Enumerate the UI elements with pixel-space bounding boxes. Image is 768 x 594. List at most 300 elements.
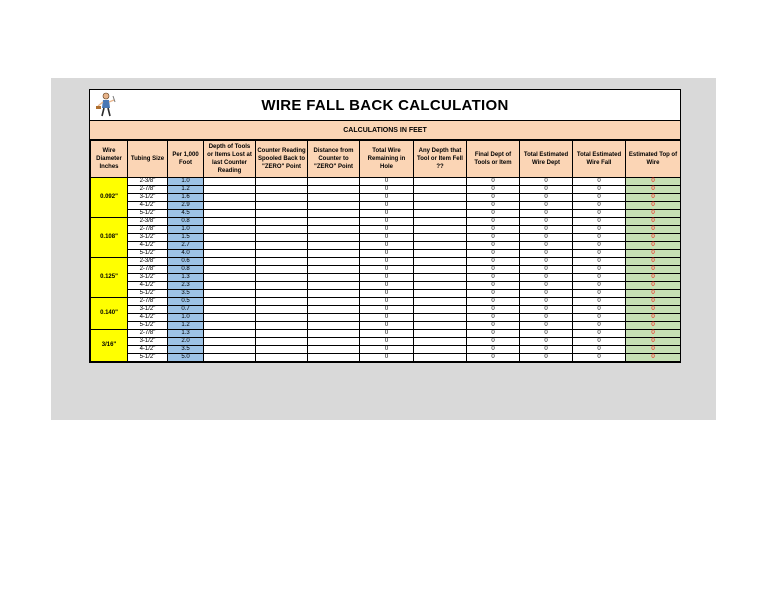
table-row (91, 330, 681, 338)
estimated-wire-depth-cell: 0 (520, 330, 573, 338)
header-row (91, 141, 681, 178)
tubing-size-cell[interactable]: 2-7/8" (128, 226, 168, 234)
depth-fell-input[interactable] (414, 346, 467, 354)
wire-remaining-cell: 0 (360, 274, 414, 282)
distance-to-zero-input[interactable] (308, 242, 360, 250)
table-row (91, 242, 681, 250)
table-row (91, 250, 681, 258)
final-depth-cell: 0 (467, 258, 520, 266)
estimated-top-cell: 0 (626, 266, 681, 274)
estimated-wire-fall-cell: 0 (573, 266, 626, 274)
final-depth-cell: 0 (467, 210, 520, 218)
final-depth-cell: 0 (467, 194, 520, 202)
depth-fell-input[interactable] (414, 202, 467, 210)
final-depth-cell: 0 (467, 338, 520, 346)
table-row (91, 218, 681, 226)
wire-remaining-cell: 0 (360, 226, 414, 234)
estimated-wire-fall-cell: 0 (573, 290, 626, 298)
per-1000-foot-cell[interactable]: 0.7 (168, 306, 204, 314)
wire-remaining-cell: 0 (360, 314, 414, 322)
final-depth-cell: 0 (467, 250, 520, 258)
estimated-wire-fall-cell: 0 (573, 234, 626, 242)
calculation-table (90, 140, 681, 362)
wire-remaining-cell: 0 (360, 322, 414, 330)
depth-fell-input[interactable] (414, 178, 467, 186)
wire-remaining-cell: 0 (360, 354, 414, 362)
depth-lost-input[interactable] (204, 346, 256, 354)
distance-to-zero-input[interactable] (308, 186, 360, 194)
counter-reading-input[interactable] (256, 282, 308, 290)
estimated-top-cell: 0 (626, 282, 681, 290)
per-1000-foot-cell[interactable]: 2.0 (168, 338, 204, 346)
wire-remaining-cell: 0 (360, 210, 414, 218)
counter-reading-input[interactable] (256, 234, 308, 242)
estimated-wire-fall-cell: 0 (573, 178, 626, 186)
estimated-wire-fall-cell: 0 (573, 354, 626, 362)
estimated-wire-fall-cell: 0 (573, 210, 626, 218)
estimated-wire-depth-cell: 0 (520, 210, 573, 218)
depth-lost-input[interactable] (204, 234, 256, 242)
depth-fell-input[interactable] (414, 338, 467, 346)
header-cell: Total Wire Remaining in Hole (360, 141, 414, 178)
distance-to-zero-input[interactable] (308, 306, 360, 314)
page-title: WIRE FALL BACK CALCULATION (261, 96, 509, 114)
estimated-wire-fall-cell: 0 (573, 194, 626, 202)
tubing-size-cell[interactable]: 5-1/2" (128, 290, 168, 298)
counter-reading-input[interactable] (256, 330, 308, 338)
per-1000-foot-cell[interactable]: 4.0 (168, 250, 204, 258)
estimated-wire-fall-cell: 0 (573, 306, 626, 314)
counter-reading-input[interactable] (256, 258, 308, 266)
table-row (91, 314, 681, 322)
wire-remaining-cell: 0 (360, 218, 414, 226)
estimated-wire-depth-cell: 0 (520, 338, 573, 346)
per-1000-foot-cell[interactable]: 1.6 (168, 194, 204, 202)
tubing-size-cell[interactable]: 2-7/8" (128, 330, 168, 338)
counter-reading-input[interactable] (256, 202, 308, 210)
final-depth-cell: 0 (467, 242, 520, 250)
estimated-wire-depth-cell: 0 (520, 202, 573, 210)
depth-lost-input[interactable] (204, 330, 256, 338)
final-depth-cell: 0 (467, 346, 520, 354)
estimated-wire-fall-cell: 0 (573, 346, 626, 354)
counter-reading-input[interactable] (256, 226, 308, 234)
estimated-wire-depth-cell: 0 (520, 314, 573, 322)
estimated-wire-depth-cell: 0 (520, 290, 573, 298)
tubing-size-cell[interactable]: 3-1/2" (128, 306, 168, 314)
per-1000-foot-cell[interactable]: 2.7 (168, 242, 204, 250)
estimated-wire-fall-cell: 0 (573, 274, 626, 282)
per-1000-foot-cell[interactable]: 3.5 (168, 290, 204, 298)
final-depth-cell: 0 (467, 186, 520, 194)
wire-remaining-cell: 0 (360, 234, 414, 242)
tubing-size-cell[interactable]: 2-3/8" (128, 178, 168, 186)
distance-to-zero-input[interactable] (308, 346, 360, 354)
subtitle-row (90, 121, 680, 140)
counter-reading-input[interactable] (256, 210, 308, 218)
depth-fell-input[interactable] (414, 242, 467, 250)
tubing-size-cell[interactable]: 4-1/2" (128, 314, 168, 322)
table-row (91, 226, 681, 234)
tubing-size-cell[interactable]: 3-1/2" (128, 194, 168, 202)
estimated-top-cell: 0 (626, 226, 681, 234)
subtitle: CALCULATIONS IN FEET (343, 126, 427, 134)
header-cell: Counter Reading Spooled Back to "ZERO" Point (256, 141, 308, 178)
estimated-wire-depth-cell: 0 (520, 250, 573, 258)
header-cell: Distance from Counter to "ZERO" Point (308, 141, 360, 178)
table-row (91, 210, 681, 218)
table-row (91, 202, 681, 210)
depth-lost-input[interactable] (204, 242, 256, 250)
table-row (91, 266, 681, 274)
estimated-wire-fall-cell: 0 (573, 186, 626, 194)
estimated-top-cell: 0 (626, 290, 681, 298)
estimated-wire-depth-cell: 0 (520, 242, 573, 250)
wire-diameter-cell: 0.108" (91, 218, 128, 258)
depth-lost-input[interactable] (204, 290, 256, 298)
wire-remaining-cell: 0 (360, 290, 414, 298)
estimated-top-cell: 0 (626, 354, 681, 362)
depth-lost-input[interactable] (204, 194, 256, 202)
final-depth-cell: 0 (467, 202, 520, 210)
tubing-size-cell[interactable]: 2-7/8" (128, 186, 168, 194)
estimated-wire-fall-cell: 0 (573, 314, 626, 322)
counter-reading-input[interactable] (256, 306, 308, 314)
depth-fell-input[interactable] (414, 306, 467, 314)
depth-lost-input[interactable] (204, 354, 256, 362)
header-cell: Estimated Top of Wire (626, 141, 681, 178)
distance-to-zero-input[interactable] (308, 266, 360, 274)
tubing-size-cell[interactable]: 4-1/2" (128, 202, 168, 210)
estimated-wire-depth-cell: 0 (520, 194, 573, 202)
title-row (90, 90, 680, 121)
estimated-wire-depth-cell: 0 (520, 178, 573, 186)
estimated-top-cell: 0 (626, 314, 681, 322)
depth-lost-input[interactable] (204, 338, 256, 346)
final-depth-cell: 0 (467, 266, 520, 274)
distance-to-zero-input[interactable] (308, 322, 360, 330)
depth-fell-input[interactable] (414, 258, 467, 266)
tubing-size-cell[interactable]: 5-1/2" (128, 322, 168, 330)
depth-lost-input[interactable] (204, 274, 256, 282)
estimated-top-cell: 0 (626, 178, 681, 186)
tubing-size-cell[interactable]: 2-7/8" (128, 298, 168, 306)
per-1000-foot-cell[interactable]: 2.3 (168, 282, 204, 290)
distance-to-zero-input[interactable] (308, 338, 360, 346)
final-depth-cell: 0 (467, 234, 520, 242)
counter-reading-input[interactable] (256, 290, 308, 298)
estimated-top-cell: 0 (626, 194, 681, 202)
per-1000-foot-cell[interactable]: 2.9 (168, 202, 204, 210)
per-1000-foot-cell[interactable]: 1.0 (168, 226, 204, 234)
estimated-wire-depth-cell: 0 (520, 186, 573, 194)
estimated-top-cell: 0 (626, 258, 681, 266)
wire-remaining-cell: 0 (360, 346, 414, 354)
header-cell: Total Estimated Wire Dept (520, 141, 573, 178)
tubing-size-cell[interactable]: 3-1/2" (128, 274, 168, 282)
depth-lost-input[interactable] (204, 322, 256, 330)
header-cell: Per 1,000 Foot (168, 141, 204, 178)
tubing-size-cell[interactable]: 5-1/2" (128, 354, 168, 362)
tubing-size-cell[interactable]: 4-1/2" (128, 242, 168, 250)
depth-fell-input[interactable] (414, 322, 467, 330)
table-row (91, 258, 681, 266)
per-1000-foot-cell[interactable]: 1.3 (168, 274, 204, 282)
table-row (91, 194, 681, 202)
depth-lost-input[interactable] (204, 218, 256, 226)
spreadsheet (89, 89, 681, 363)
estimated-wire-depth-cell: 0 (520, 266, 573, 274)
header-cell: Total Estimated Wire Fall (573, 141, 626, 178)
wire-remaining-cell: 0 (360, 266, 414, 274)
wire-remaining-cell: 0 (360, 242, 414, 250)
estimated-wire-fall-cell: 0 (573, 250, 626, 258)
estimated-top-cell: 0 (626, 338, 681, 346)
depth-fell-input[interactable] (414, 186, 467, 194)
distance-to-zero-input[interactable] (308, 290, 360, 298)
final-depth-cell: 0 (467, 274, 520, 282)
estimated-top-cell: 0 (626, 218, 681, 226)
estimated-wire-fall-cell: 0 (573, 258, 626, 266)
depth-fell-input[interactable] (414, 218, 467, 226)
estimated-top-cell: 0 (626, 242, 681, 250)
table-row (91, 186, 681, 194)
depth-lost-input[interactable] (204, 226, 256, 234)
estimated-top-cell: 0 (626, 346, 681, 354)
table-body (91, 178, 681, 362)
depth-fell-input[interactable] (414, 234, 467, 242)
per-1000-foot-cell[interactable]: 1.0 (168, 178, 204, 186)
table-row (91, 354, 681, 362)
estimated-wire-depth-cell: 0 (520, 298, 573, 306)
counter-reading-input[interactable] (256, 346, 308, 354)
final-depth-cell: 0 (467, 354, 520, 362)
final-depth-cell: 0 (467, 218, 520, 226)
per-1000-foot-cell[interactable]: 0.8 (168, 218, 204, 226)
depth-lost-input[interactable] (204, 202, 256, 210)
wire-remaining-cell: 0 (360, 338, 414, 346)
distance-to-zero-input[interactable] (308, 258, 360, 266)
estimated-wire-depth-cell: 0 (520, 346, 573, 354)
estimated-wire-depth-cell: 0 (520, 322, 573, 330)
estimated-wire-depth-cell: 0 (520, 234, 573, 242)
estimated-wire-depth-cell: 0 (520, 274, 573, 282)
estimated-top-cell: 0 (626, 274, 681, 282)
distance-to-zero-input[interactable] (308, 298, 360, 306)
depth-lost-input[interactable] (204, 210, 256, 218)
estimated-top-cell: 0 (626, 234, 681, 242)
estimated-wire-fall-cell: 0 (573, 218, 626, 226)
depth-fell-input[interactable] (414, 194, 467, 202)
wire-remaining-cell: 0 (360, 178, 414, 186)
depth-fell-input[interactable] (414, 250, 467, 258)
table-row (91, 346, 681, 354)
estimated-wire-fall-cell: 0 (573, 298, 626, 306)
header-cell: Final Dept of Tools or Item (467, 141, 520, 178)
estimated-top-cell: 0 (626, 202, 681, 210)
depth-lost-input[interactable] (204, 314, 256, 322)
distance-to-zero-input[interactable] (308, 330, 360, 338)
estimated-top-cell: 0 (626, 210, 681, 218)
estimated-wire-fall-cell: 0 (573, 242, 626, 250)
depth-fell-input[interactable] (414, 330, 467, 338)
wire-diameter-cell: 3/16" (91, 330, 128, 362)
distance-to-zero-input[interactable] (308, 218, 360, 226)
table-row (91, 298, 681, 306)
distance-to-zero-input[interactable] (308, 234, 360, 242)
table-row (91, 282, 681, 290)
depth-fell-input[interactable] (414, 226, 467, 234)
estimated-top-cell: 0 (626, 186, 681, 194)
header-cell: Wire Diameter Inches (91, 141, 128, 178)
tubing-size-cell[interactable]: 3-1/2" (128, 234, 168, 242)
depth-fell-input[interactable] (414, 354, 467, 362)
counter-reading-input[interactable] (256, 354, 308, 362)
distance-to-zero-input[interactable] (308, 274, 360, 282)
depth-lost-input[interactable] (204, 258, 256, 266)
counter-reading-input[interactable] (256, 250, 308, 258)
depth-fell-input[interactable] (414, 314, 467, 322)
final-depth-cell: 0 (467, 290, 520, 298)
counter-reading-input[interactable] (256, 266, 308, 274)
counter-reading-input[interactable] (256, 298, 308, 306)
table-row (91, 322, 681, 330)
wire-remaining-cell: 0 (360, 298, 414, 306)
estimated-top-cell: 0 (626, 330, 681, 338)
depth-lost-input[interactable] (204, 298, 256, 306)
distance-to-zero-input[interactable] (308, 210, 360, 218)
per-1000-foot-cell[interactable]: 4.5 (168, 210, 204, 218)
distance-to-zero-input[interactable] (308, 354, 360, 362)
tubing-size-cell[interactable]: 5-1/2" (128, 250, 168, 258)
estimated-top-cell: 0 (626, 322, 681, 330)
tubing-size-cell[interactable]: 2-7/8" (128, 266, 168, 274)
table-row (91, 338, 681, 346)
depth-lost-input[interactable] (204, 282, 256, 290)
per-1000-foot-cell[interactable]: 1.2 (168, 186, 204, 194)
tubing-size-cell[interactable]: 2-3/8" (128, 218, 168, 226)
tubing-size-cell[interactable]: 4-1/2" (128, 282, 168, 290)
per-1000-foot-cell[interactable]: 1.5 (168, 234, 204, 242)
table-row (91, 274, 681, 282)
wire-remaining-cell: 0 (360, 194, 414, 202)
estimated-wire-depth-cell: 0 (520, 306, 573, 314)
distance-to-zero-input[interactable] (308, 194, 360, 202)
distance-to-zero-input[interactable] (308, 314, 360, 322)
wire-diameter-cell: 0.140" (91, 298, 128, 330)
depth-lost-input[interactable] (204, 306, 256, 314)
depth-fell-input[interactable] (414, 210, 467, 218)
wire-remaining-cell: 0 (360, 306, 414, 314)
per-1000-foot-cell[interactable]: 3.5 (168, 346, 204, 354)
depth-lost-input[interactable] (204, 178, 256, 186)
final-depth-cell: 0 (467, 226, 520, 234)
depth-lost-input[interactable] (204, 186, 256, 194)
tubing-size-cell[interactable]: 3-1/2" (128, 338, 168, 346)
distance-to-zero-input[interactable] (308, 178, 360, 186)
depth-lost-input[interactable] (204, 250, 256, 258)
depth-lost-input[interactable] (204, 266, 256, 274)
per-1000-foot-cell[interactable]: 0.6 (168, 258, 204, 266)
distance-to-zero-input[interactable] (308, 250, 360, 258)
distance-to-zero-input[interactable] (308, 226, 360, 234)
counter-reading-input[interactable] (256, 242, 308, 250)
final-depth-cell: 0 (467, 306, 520, 314)
estimated-wire-fall-cell: 0 (573, 330, 626, 338)
depth-fell-input[interactable] (414, 282, 467, 290)
wire-remaining-cell: 0 (360, 330, 414, 338)
estimated-top-cell: 0 (626, 250, 681, 258)
counter-reading-input[interactable] (256, 314, 308, 322)
depth-fell-input[interactable] (414, 266, 467, 274)
estimated-wire-fall-cell: 0 (573, 282, 626, 290)
final-depth-cell: 0 (467, 330, 520, 338)
counter-reading-input[interactable] (256, 186, 308, 194)
wire-remaining-cell: 0 (360, 282, 414, 290)
counter-reading-input[interactable] (256, 338, 308, 346)
depth-fell-input[interactable] (414, 298, 467, 306)
per-1000-foot-cell[interactable]: 1.0 (168, 314, 204, 322)
table-row (91, 290, 681, 298)
wire-remaining-cell: 0 (360, 258, 414, 266)
estimated-wire-depth-cell: 0 (520, 282, 573, 290)
counter-reading-input[interactable] (256, 274, 308, 282)
table-row (91, 178, 681, 186)
wire-remaining-cell: 0 (360, 202, 414, 210)
final-depth-cell: 0 (467, 282, 520, 290)
per-1000-foot-cell[interactable]: 1.2 (168, 322, 204, 330)
tubing-size-cell[interactable]: 2-3/8" (128, 258, 168, 266)
per-1000-foot-cell[interactable]: 0.8 (168, 266, 204, 274)
estimated-wire-fall-cell: 0 (573, 226, 626, 234)
distance-to-zero-input[interactable] (308, 282, 360, 290)
counter-reading-input[interactable] (256, 322, 308, 330)
distance-to-zero-input[interactable] (308, 202, 360, 210)
estimated-wire-fall-cell: 0 (573, 338, 626, 346)
header-cell: Any Depth that Tool or Item Fell ?? (414, 141, 467, 178)
tubing-size-cell[interactable]: 5-1/2" (128, 210, 168, 218)
estimated-top-cell: 0 (626, 306, 681, 314)
counter-reading-input[interactable] (256, 218, 308, 226)
final-depth-cell: 0 (467, 178, 520, 186)
counter-reading-input[interactable] (256, 194, 308, 202)
depth-fell-input[interactable] (414, 290, 467, 298)
estimated-wire-depth-cell: 0 (520, 218, 573, 226)
estimated-wire-depth-cell: 0 (520, 258, 573, 266)
per-1000-foot-cell[interactable]: 5.0 (168, 354, 204, 362)
final-depth-cell: 0 (467, 314, 520, 322)
final-depth-cell: 0 (467, 298, 520, 306)
estimated-wire-fall-cell: 0 (573, 202, 626, 210)
table-row (91, 234, 681, 242)
estimated-wire-depth-cell: 0 (520, 226, 573, 234)
header-cell: Depth of Tools or Items Lost at last Counter Reading (204, 141, 256, 178)
estimated-wire-depth-cell: 0 (520, 354, 573, 362)
estimated-wire-fall-cell: 0 (573, 322, 626, 330)
wire-diameter-cell: 0.125" (91, 258, 128, 298)
header-cell: Tubing Size (128, 141, 168, 178)
tubing-size-cell[interactable]: 4-1/2" (128, 346, 168, 354)
per-1000-foot-cell[interactable]: 1.3 (168, 330, 204, 338)
worker-icon (94, 92, 116, 118)
wire-remaining-cell: 0 (360, 250, 414, 258)
per-1000-foot-cell[interactable]: 0.5 (168, 298, 204, 306)
estimated-top-cell: 0 (626, 298, 681, 306)
wire-remaining-cell: 0 (360, 186, 414, 194)
counter-reading-input[interactable] (256, 178, 308, 186)
final-depth-cell: 0 (467, 322, 520, 330)
depth-fell-input[interactable] (414, 274, 467, 282)
